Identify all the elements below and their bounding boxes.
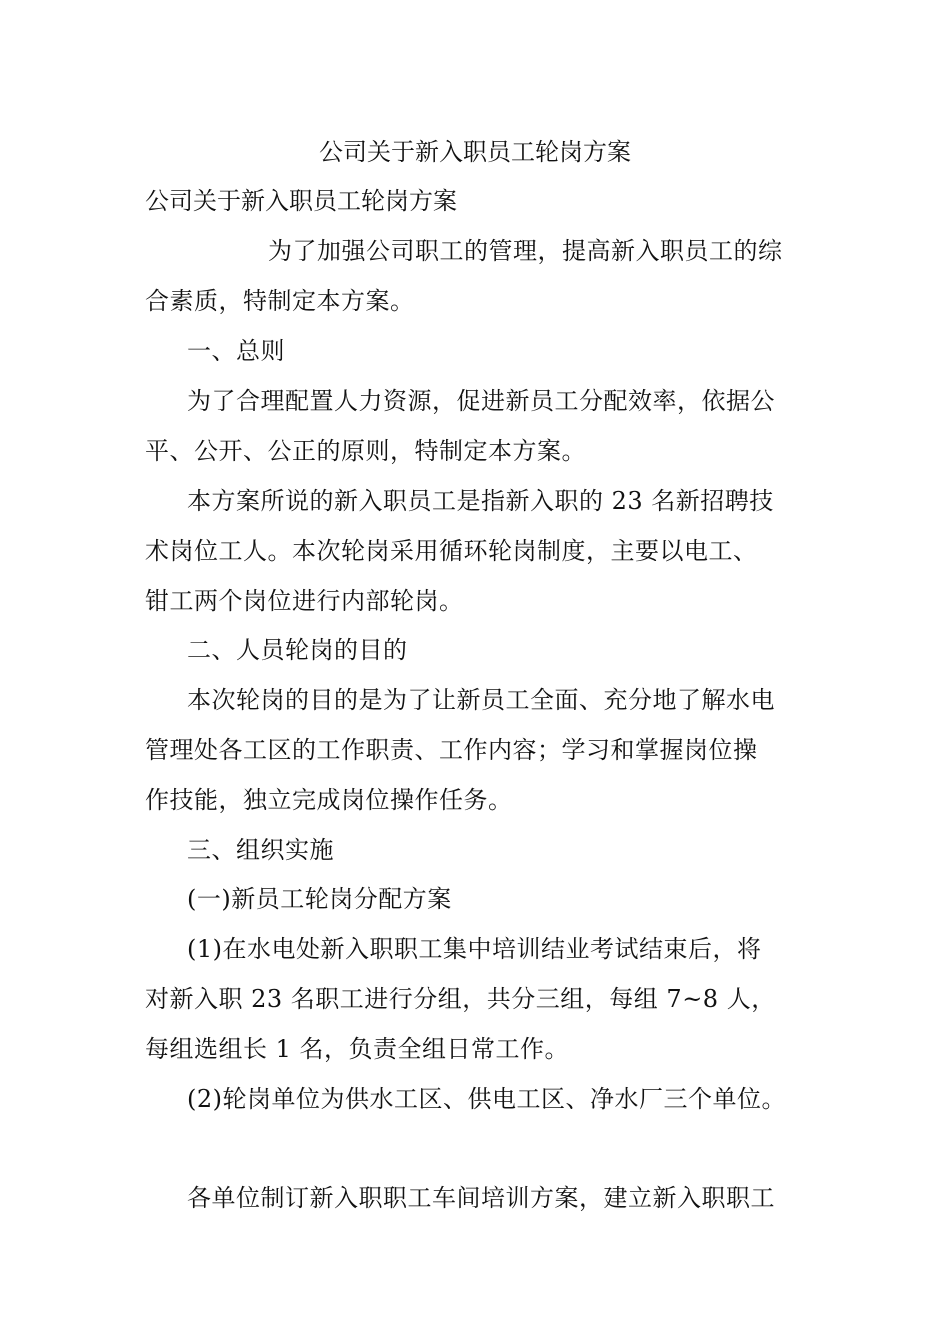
paragraph-line: 每组选组长 1 名，负责全组日常工作。 [145, 1035, 570, 1063]
paragraph-line: 为了加强公司职工的管理，提高新入职员工的综 [268, 237, 783, 265]
paragraph-line: 平、公开、公正的原则，特制定本方案。 [145, 437, 586, 465]
paragraph-line: 各单位制订新入职职工车间培训方案，建立新入职职工 [187, 1184, 775, 1212]
section-heading: 一、总则 [187, 337, 285, 365]
paragraph-line: 术岗位工人。本次轮岗采用循环轮岗制度，主要以电工、 [145, 537, 758, 565]
paragraph-line: 对新入职 23 名职工进行分组，共分三组，每组 7~8 人， [145, 985, 776, 1013]
section-heading: 二、人员轮岗的目的 [187, 636, 408, 664]
paragraph-line: (2)轮岗单位为供水工区、供电工区、净水厂三个单位。 [187, 1085, 786, 1113]
section-heading: 三、组织实施 [187, 836, 334, 864]
paragraph-line: (1)在水电处新入职职工集中培训结业考试结束后，将 [187, 935, 762, 963]
paragraph-line: 本次轮岗的目的是为了让新员工全面、充分地了解水电 [187, 686, 775, 714]
paragraph-line: 钳工两个岗位进行内部轮岗。 [145, 587, 464, 615]
paragraph-line: 合素质，特制定本方案。 [145, 287, 415, 315]
paragraph-line: 作技能，独立完成岗位操作任务。 [145, 786, 513, 814]
subsection-heading: (一)新员工轮岗分配方案 [187, 885, 452, 913]
paragraph-line: 为了合理配置人力资源，促进新员工分配效率，依据公 [187, 387, 775, 415]
document-title: 公司关于新入职员工轮岗方案 [319, 138, 631, 166]
document-subtitle: 公司关于新入职员工轮岗方案 [145, 187, 457, 215]
paragraph-line: 本方案所说的新入职员工是指新入职的 23 名新招聘技 [187, 487, 774, 515]
paragraph-line: 管理处各工区的工作职责、工作内容；学习和掌握岗位操 [145, 736, 758, 764]
